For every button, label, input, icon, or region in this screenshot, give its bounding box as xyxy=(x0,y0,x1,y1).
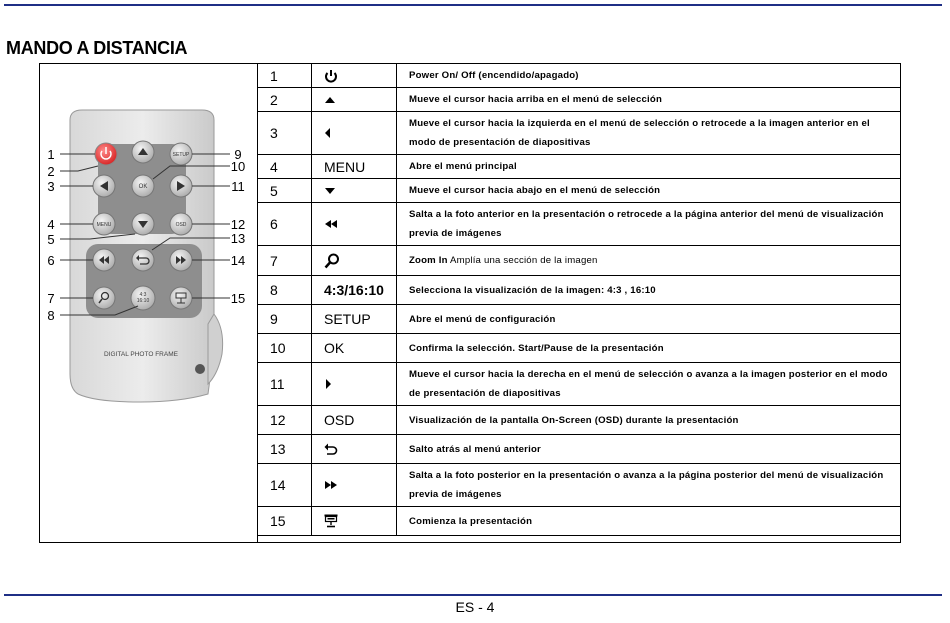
key-number: 7 xyxy=(258,246,312,276)
callout-9: 9 xyxy=(234,147,242,162)
callout-1: 1 xyxy=(47,147,55,162)
callout-12: 12 xyxy=(230,217,246,232)
key-number: 11 xyxy=(258,363,312,406)
key-description: Salta a la foto anterior en la presentación o retrocede a la página anterior del menú de visualización previa de imágenes xyxy=(397,203,901,246)
table-row xyxy=(258,155,901,179)
key-symbol-text: OK xyxy=(312,334,397,363)
key-symbol xyxy=(312,363,397,406)
table-row xyxy=(258,464,901,507)
callout-15: 15 xyxy=(230,291,246,306)
key-description: Salta a la foto posterior en la presentación o avanza a la página posterior del menú de visualización previa de imágenes xyxy=(397,464,901,507)
table-row xyxy=(258,64,901,88)
key-description: Selecciona la visualización de la imagen: 4:3 , 16:10 xyxy=(397,276,901,305)
zoom-in-description: Amplía una sección de la imagen xyxy=(447,255,598,266)
key-number: 15 xyxy=(258,507,312,536)
key-number: 12 xyxy=(258,406,312,435)
key-number: 14 xyxy=(258,464,312,507)
table-row xyxy=(258,406,901,435)
key-description: Comienza la presentación xyxy=(397,507,901,536)
remote-ratio-label-bottom: 16:10 xyxy=(136,298,150,304)
key-description: Mueve el cursor hacia la derecha en el menú de selección o avanza a la imagen posterior en el modo de presentación de diapositivas xyxy=(397,363,901,406)
slideshow-icon xyxy=(324,514,338,528)
remote-zoom-button xyxy=(93,287,115,309)
remote-setup-label: SETUP xyxy=(172,152,190,158)
callout-8: 8 xyxy=(47,308,55,323)
return-icon xyxy=(324,443,338,455)
table-row xyxy=(258,112,901,155)
key-number: 4 xyxy=(258,155,312,179)
key-symbol xyxy=(312,203,397,246)
key-description: Confirma la selección. Start/Pause de la presentación xyxy=(397,334,901,363)
top-rule xyxy=(4,4,942,6)
remote-ok-label: OK xyxy=(138,184,148,190)
key-symbol xyxy=(312,507,397,536)
key-description: Salto atrás al menú anterior xyxy=(397,435,901,464)
callout-14: 14 xyxy=(230,253,246,268)
callout-13: 13 xyxy=(230,231,246,246)
table-row xyxy=(258,435,901,464)
rewind-icon xyxy=(324,219,338,229)
remote-side-tab xyxy=(208,314,223,384)
triangle-left-icon xyxy=(324,127,332,139)
remote-ratio-label-top: 4:3 xyxy=(139,292,147,298)
zoom-icon xyxy=(324,253,340,269)
remote-control-image xyxy=(40,64,257,542)
triangle-right-icon xyxy=(324,378,332,390)
page-title: MANDO A DISTANCIA xyxy=(6,38,188,58)
key-number: 3 xyxy=(258,112,312,155)
key-description: Abre el menú de configuración xyxy=(397,305,901,334)
key-description: Power On/ Off (encendido/apagado) xyxy=(397,64,901,88)
callout-5: 5 xyxy=(47,232,55,247)
key-symbol xyxy=(312,435,397,464)
callout-6: 6 xyxy=(47,253,55,268)
key-number: 8 xyxy=(258,276,312,305)
remote-return-button xyxy=(132,249,154,271)
table-row xyxy=(258,305,901,334)
callout-2: 2 xyxy=(47,164,55,179)
power-icon xyxy=(324,69,338,83)
bottom-rule xyxy=(4,594,942,596)
key-number: 1 xyxy=(258,64,312,88)
key-number: 6 xyxy=(258,203,312,246)
key-symbol-text: MENU xyxy=(312,155,397,179)
key-number: 2 xyxy=(258,88,312,112)
callout-4: 4 xyxy=(47,217,55,232)
key-symbol-text: OSD xyxy=(312,406,397,435)
key-symbol xyxy=(312,88,397,112)
key-description: Mueve el cursor hacia arriba en el menú de selección xyxy=(397,88,901,112)
key-symbol xyxy=(312,246,397,276)
key-symbol xyxy=(312,112,397,155)
key-symbol xyxy=(312,64,397,88)
key-number: 9 xyxy=(258,305,312,334)
remote-brand-label: DIGITAL PHOTO FRAME xyxy=(104,351,178,358)
key-number: 10 xyxy=(258,334,312,363)
table-row xyxy=(258,507,901,536)
key-symbol-text: 4:3/16:10 xyxy=(312,276,397,305)
table-row xyxy=(258,276,901,305)
key-description: Mueve el cursor hacia abajo en el menú de selección xyxy=(397,179,901,203)
callout-7: 7 xyxy=(47,291,55,306)
remote-illustration-cell xyxy=(40,64,258,542)
callout-11: 11 xyxy=(231,179,245,194)
key-number: 13 xyxy=(258,435,312,464)
keys-table xyxy=(257,63,901,536)
page-number: ES - 4 xyxy=(455,599,495,615)
remote-control-table xyxy=(39,63,901,543)
remote-hole xyxy=(195,364,205,374)
zoom-in-label: Zoom In xyxy=(409,255,448,266)
triangle-up-icon xyxy=(324,96,336,104)
table-row xyxy=(258,203,901,246)
table-row xyxy=(258,363,901,406)
table-row xyxy=(258,334,901,363)
key-symbol xyxy=(312,179,397,203)
key-description: Mueve el cursor hacia la izquierda en el menú de selección o retrocede a la imagen anterior en el modo de presentación de diapositivas xyxy=(397,112,901,155)
key-number: 5 xyxy=(258,179,312,203)
remote-osd-label: OSD xyxy=(175,222,187,228)
fast-forward-icon xyxy=(324,480,338,490)
callout-3: 3 xyxy=(47,179,55,194)
remote-menu-label: MENU xyxy=(96,222,112,228)
table-row xyxy=(258,246,901,276)
key-symbol xyxy=(312,464,397,507)
key-symbol-text: SETUP xyxy=(312,305,397,334)
key-description: Abre el menú principal xyxy=(397,155,901,179)
triangle-down-icon xyxy=(324,187,336,195)
key-description: Visualización de la pantalla On-Screen (OSD) durante la presentación xyxy=(397,406,901,435)
table-row xyxy=(258,88,901,112)
key-description xyxy=(397,246,901,276)
table-row xyxy=(258,179,901,203)
callout-10: 10 xyxy=(230,159,246,174)
